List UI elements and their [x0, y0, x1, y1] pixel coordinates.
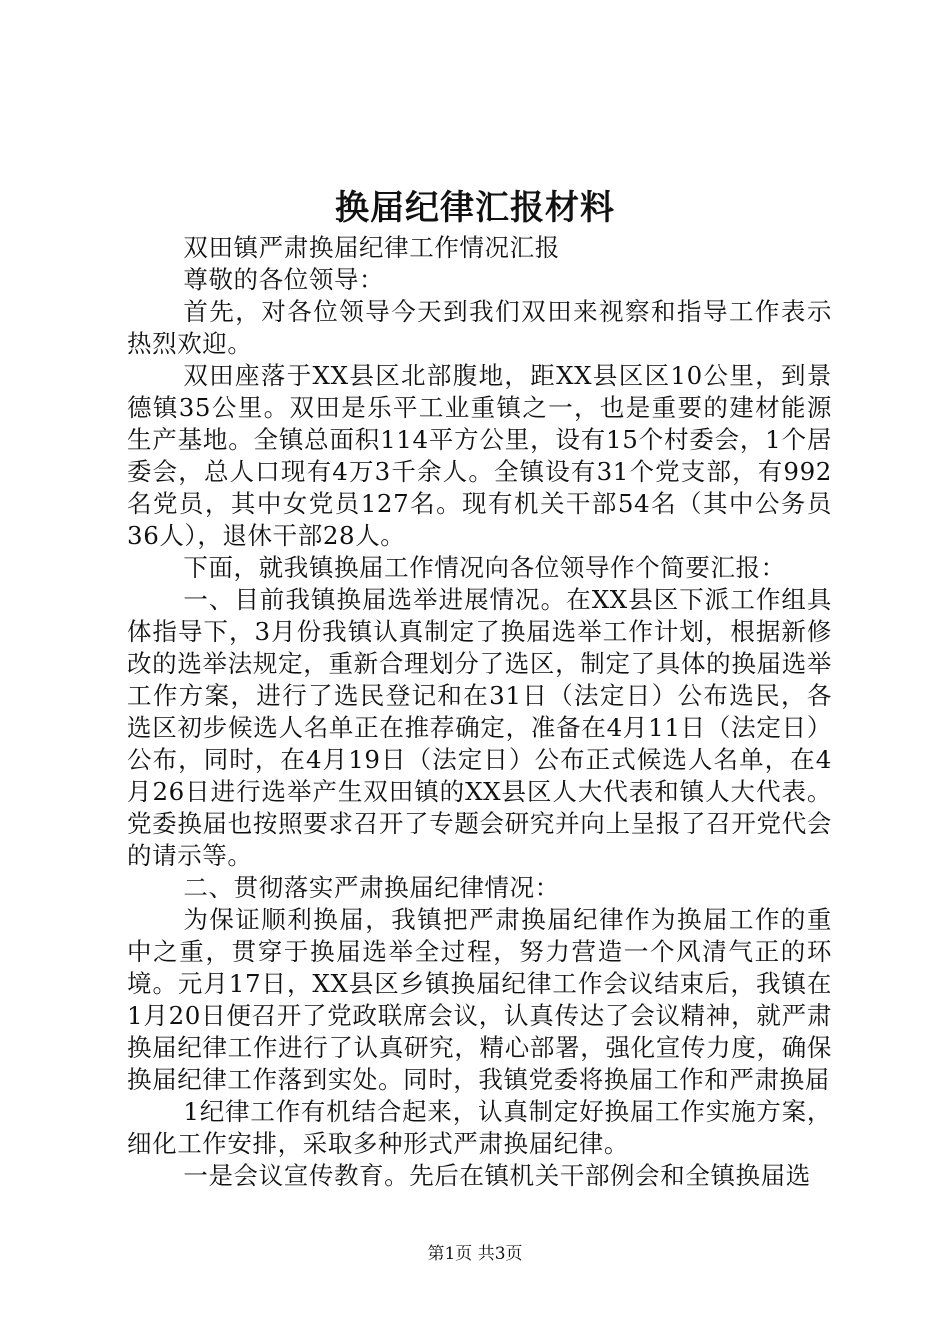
paragraph-election-progress: 一、目前我镇换届选举进展情况。在XX县区下派工作组具体指导下，3月份我镇认真制定了换届选举工作计划，根据新修改的选举法规定，重新合理划分了选区，制定了具体的换届选举工作方案，进行了选民登记和在31日（法定日）公布选民，各选区初步候选人名单正在推荐确定，准备在4月11日（法定日）公布，同时，在4月19日（法定日）公布正式候选人名单，在4月26日进行选举产生双田镇的XX县区人大代表和镇人大代表。党委换届也按照要求召开了专题会研究并向上呈报了召开党代会的请示等。	[127, 585, 832, 870]
paragraph-discipline-heading: 二、贯彻落实严肃换届纪律情况：	[183, 873, 560, 902]
paragraph-discipline-details: 为保证顺利换届，我镇把严肃换届纪律作为换届工作的重中之重，贯穿于换届选举全过程，努力营造一个风清气正的环境。元月17日，XX县区乡镇换届纪律工作会议结束后，我镇在1月20日便召开了党政联席会议，认真传达了会议精神，就严肃换届纪律工作进行了认真研究，精心部署，强化宣传力度，确保换届纪律工作落到实处。同时，我镇党委将换届工作和严肃换届	[127, 905, 832, 1094]
paragraph-intro-report: 下面，就我镇换届工作情况向各位领导作个简要汇报：	[183, 553, 786, 582]
page-footer: 第1页 共3页	[427, 1244, 523, 1264]
document-body	[127, 232, 832, 1192]
document-title: 换届纪律汇报材料	[335, 188, 615, 228]
paragraph-salutation: 尊敬的各位领导：	[183, 265, 385, 294]
paragraph-town-overview: 双田座落于XX县区北部腹地，距XX县区区10公里，到景德镇35公里。双田是乐平工业重镇之一，也是重要的建材能源生产基地。全镇总面积114平方公里，设有15个村委会，1个居委会，总人口现有4万3千余人。全镇设有31个党支部，有992名党员，其中女党员127名。现有机关干部54名（其中公务员36人），退休干部28人。	[127, 361, 832, 550]
paragraph-discipline-continued: 1纪律工作有机结合起来，认真制定好换届工作实施方案，细化工作安排，采取多种形式严肃换届纪律。	[127, 1097, 832, 1158]
paragraph-welcome: 首先，对各位领导今天到我们双田来视察和指导工作表示热烈欢迎。	[127, 297, 832, 358]
paragraph-meeting-education: 一是会议宣传教育。先后在镇机关干部例会和全镇换届选	[183, 1161, 811, 1190]
paragraph-report-heading: 双田镇严肃换届纪律工作情况汇报	[183, 233, 560, 262]
